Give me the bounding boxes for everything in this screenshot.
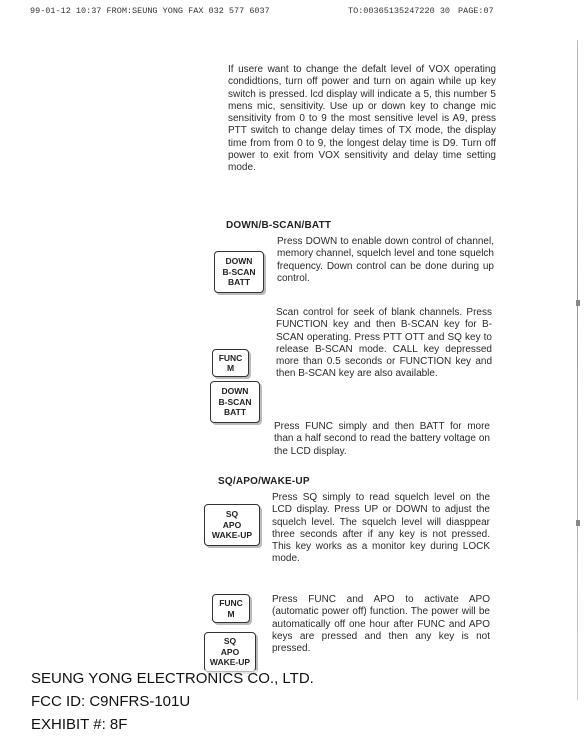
sq-paragraph: Press SQ simply to read squelch level on the LCD display. Press UP or DOWN to adjust the squelch level. The squelch level will diasppear three seconds after if any key is not pressed. This key works as a monitor key during LOCK mode. xyxy=(272,492,490,565)
apo-paragraph: Press FUNC and APO to activate APO (automatic power off) function. The power will be automatically off one hour after FUNC and APO keys are pressed and then any key is not pressed. xyxy=(272,594,490,655)
batt-paragraph: Press FUNC simply and then BATT for more than a half second to read the battery voltage on the LCD display. xyxy=(274,421,490,457)
vox-setting-paragraph: If usere want to change the defalt level of VOX operating condidtions, turn off power and turn on again while up key switch is pressed. lcd display will indicate a 5, this number 5 mens mic, sensitivity. Use up or down key to change mic sensitivity from 0 to 9 the most sensitive level is A9, press PTT switch to change delay times of TX mode, the display time from from 0 to 9, the longest delay time is D9. Turn off power to exit from VOX sensitivity and delay time setting mode. xyxy=(228,64,496,174)
key-label-apo: APO xyxy=(220,646,240,657)
key-label-wakeup: WAKE-UP xyxy=(209,657,251,668)
sq-apo-wakeup-key-2 xyxy=(204,632,256,672)
fax-header-sender: 99-01-12 10:37 FROM:SEUNG YONG FAX 032 577 6037 xyxy=(30,6,270,16)
key-label-sq: SQ xyxy=(223,636,237,647)
footer-company: SEUNG YONG ELECTRONICS CO., LTD. xyxy=(31,670,314,687)
section-heading-sq-apo-wakeup: SQ/APO/WAKE-UP xyxy=(218,476,310,487)
fax-header-page: PAGE:07 xyxy=(458,6,494,16)
down-bscan-batt-key-2 xyxy=(210,381,260,423)
func-m-key-2 xyxy=(212,594,250,623)
key-label-batt: BATT xyxy=(227,277,251,288)
key-label-m: M xyxy=(227,608,235,619)
section-heading-down-bscan-batt: DOWN/B-SCAN/BATT xyxy=(226,220,332,231)
key-label-bscan: B-SCAN xyxy=(218,396,252,407)
key-label-down: DOWN xyxy=(221,386,249,397)
fax-header-recipient: TO:00365135247220 30 xyxy=(348,6,451,16)
footer-exhibit: EXHIBIT #: 8F xyxy=(31,716,128,733)
key-label-wakeup: WAKE-UP xyxy=(211,530,253,541)
bscan-paragraph: Scan control for seek of blank channels. Press FUNCTION key and then B-SCAN key for B-SCAN operating. Press PTT OTT and SQ key to release B-SCAN mode. CALL key depressed more than 0.5 seconds or FUNCTION key and then B-SCAN key are also available. xyxy=(276,307,492,380)
down-paragraph: Press DOWN to enable down control of channel, memory channel, squelch level and tone squelch frequency. Down control can be done during up control. xyxy=(277,236,494,284)
fax-header xyxy=(0,6,584,20)
key-label-down: DOWN xyxy=(225,256,253,267)
key-label-batt: BATT xyxy=(223,407,247,418)
func-m-key xyxy=(212,349,249,377)
key-label-func: FUNC xyxy=(218,352,243,363)
key-label-func: FUNC xyxy=(219,598,243,608)
footer-fcc-id: FCC ID: C9NFRS-101U xyxy=(31,693,191,710)
key-label-bscan: B-SCAN xyxy=(222,266,256,277)
sq-apo-wakeup-key xyxy=(204,504,260,546)
down-bscan-batt-key xyxy=(214,251,264,293)
key-label-sq: SQ xyxy=(225,509,239,520)
scan-edge-line xyxy=(577,40,578,700)
scan-edge-mark xyxy=(576,520,580,526)
key-label-m: M xyxy=(226,363,235,373)
key-label-apo: APO xyxy=(222,519,242,530)
scan-edge-mark xyxy=(576,300,580,306)
